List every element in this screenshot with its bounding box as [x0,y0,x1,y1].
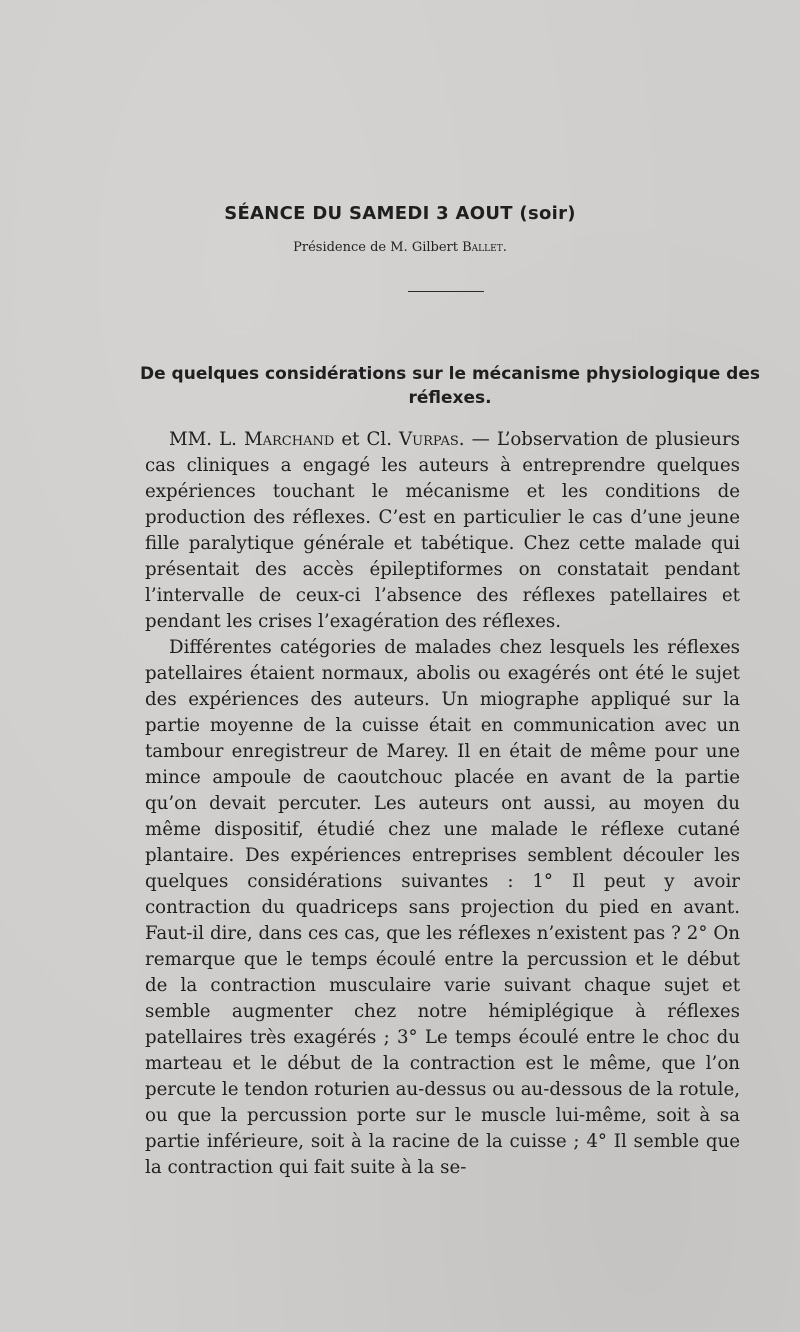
author-vurpas: Vurpas [399,429,459,450]
authors-join: et Cl. [334,429,400,450]
author-marchand: Marchand [244,429,335,450]
session-title: SÉANCE DU SAMEDI 3 AOUT (soir) [224,203,576,224]
president-name: Ballet [462,240,503,255]
paragraph-1 [145,427,740,635]
authors-prefix: MM. L. [169,429,244,450]
paragraph-2: Différentes catégories de malades chez lesquels les réflexes patellaires étaient normaux, abolis ou exagérés ont été le sujet des expériences des auteurs. Un miographe appliqué sur la partie moyenne de la cuisse était en communication avec un tambour enregistreur de Marey. Il en était de même pour une mince ampoule de caoutchouc placée en avant de la partie qu’on devait percuter. Les auteurs ont aussi, au moyen du même dispositif, étudié chez une malade le réflexe cutané plantaire. Des expériences entreprises semblent découler les quelques considérations suivantes : 1° Il peut y avoir contraction du quadriceps sans projection du pied en avant. Faut-il dire, dans ces cas, que les réflexes n’existent pas ? 2° On remarque que le temps écoulé entre la percussion et le début de la contraction musculaire varie suivant chaque sujet et semble augmenter chez notre hémiplégique à réflexes patellaires très exagérés ; 3° Le temps écoulé entre le choc du marteau et le début de la contraction est le même, que l’on percute le tendon roturien au-dessus ou au-dessous de la rotule, ou que la percussion porte sur le muscle lui-même, soit à sa partie inférieure, soit à la racine de la cuisse ; 4° Il semble que la contraction qui fait suite à la se- [145,637,740,1178]
article-title: De quelques considérations sur le mécanisme physiologique des réflexes. [140,364,760,408]
presidence-prefix: Présidence de M. Gilbert [293,240,463,255]
article-body [145,427,740,1181]
paragraph-1-text: . — L’observation de plusieurs cas cliniques a engagé les auteurs à entreprendre quelques expériences touchant le mécanisme et les conditions de production des réflexes. C’est en particulier le cas d’une jeune fille paralytique générale et tabétique. Chez cette malade qui présentait des accès épileptiformes on constatait pendant l’intervalle de ceux-ci l’absence des réflexes patellaires et pendant les crises l’exagération des réflexes. [145,429,740,632]
section-divider [408,291,484,292]
presidence-line [0,240,800,255]
presidence-suffix: . [502,240,507,255]
